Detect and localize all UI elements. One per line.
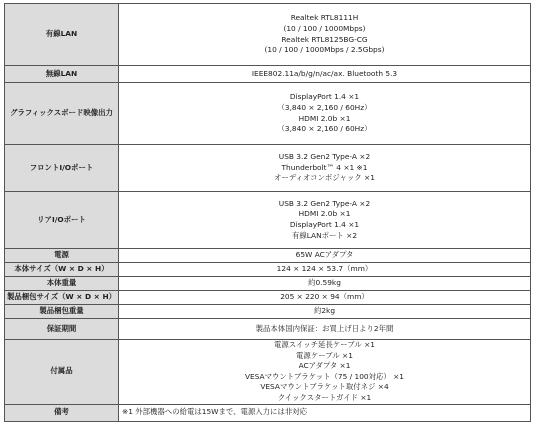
spec-row xyxy=(5,249,531,263)
spec-value-line: IEEE802.11a/b/g/n/ac/ax. Bluetooth 5.3 xyxy=(251,68,398,78)
spec-label: 保証期間 xyxy=(5,319,119,340)
spec-label: 備考 xyxy=(5,404,119,421)
spec-label: 製品梱包サイズ（W × D × H） xyxy=(5,291,119,305)
spec-value-line: HDMI 2.0b ×1 xyxy=(298,113,351,123)
spec-value-line: (10 / 100 / 1000Mbps / 2.5Gbps) xyxy=(264,45,385,55)
spec-value-line: (10 / 100 / 1000Mbps) xyxy=(283,23,366,33)
spec-label: フロントI/Oポート xyxy=(5,145,119,192)
spec-row xyxy=(5,319,531,340)
spec-value-line: （3,840 × 2,160 / 60Hz） xyxy=(277,102,372,112)
spec-value-line: USB 3.2 Gen2 Type-A ×2 xyxy=(278,198,371,208)
spec-value-line: ※1 外部機器への給電は15Wまで、電源入力には非対応 xyxy=(122,407,308,417)
spec-value-line: Thunderbolt™ 4 ×1 ※1 xyxy=(281,162,368,172)
spec-value xyxy=(119,4,531,66)
spec-value xyxy=(119,340,531,405)
spec-label: リアI/Oポート xyxy=(5,192,119,249)
spec-value-line: オーディオコンボジャック ×1 xyxy=(274,173,375,183)
spec-value-line: HDMI 2.0b ×1 xyxy=(298,209,351,219)
spec-value-line: クイックスタートガイド ×1 xyxy=(277,392,372,402)
spec-value-line: 205 × 220 × 94（mm） xyxy=(280,292,369,302)
spec-value-line: 製品本体国内保証：お買上げ日より2年間 xyxy=(255,323,394,333)
spec-value xyxy=(119,305,531,319)
spec-row xyxy=(5,305,531,319)
spec-value-line: DisplayPort 1.4 ×1 xyxy=(289,92,360,102)
spec-value-line: 65W ACアダプタ xyxy=(295,250,354,260)
spec-value xyxy=(119,249,531,263)
spec-row xyxy=(5,263,531,277)
spec-value-line: VESAマウントブラケット取付ネジ ×4 xyxy=(260,382,389,392)
spec-value xyxy=(119,263,531,277)
spec-label: 有線LAN xyxy=(5,4,119,66)
spec-value xyxy=(119,83,531,145)
spec-value xyxy=(119,277,531,291)
spec-value-line: 約0.59kg xyxy=(308,278,341,288)
spec-value xyxy=(119,319,531,340)
spec-table-body xyxy=(5,4,531,422)
spec-row xyxy=(5,83,531,145)
spec-row xyxy=(5,4,531,66)
spec-value xyxy=(119,145,531,192)
spec-value-line: 有線LANポート ×2 xyxy=(291,230,358,240)
spec-value-line: 約2kg xyxy=(313,306,336,316)
spec-value xyxy=(119,404,531,421)
spec-value-line: Realtek RTL8111H xyxy=(290,13,359,23)
spec-label: 付属品 xyxy=(5,340,119,405)
spec-row xyxy=(5,66,531,83)
spec-label: グラフィックスボード映像出力 xyxy=(5,83,119,145)
spec-row xyxy=(5,192,531,249)
spec-value-line: 電源スイッチ延長ケーブル ×1 xyxy=(274,340,375,349)
spec-value-line: 電源ケーブル ×1 xyxy=(296,350,353,360)
spec-value-line: Realtek RTL8125BG-CG xyxy=(281,34,368,44)
spec-value-line: USB 3.2 Gen2 Type-A ×2 xyxy=(278,152,371,162)
spec-value-line: （3,840 × 2,160 / 60Hz） xyxy=(277,124,372,134)
spec-row xyxy=(5,340,531,405)
spec-label: 無線LAN xyxy=(5,66,119,83)
spec-row xyxy=(5,404,531,421)
spec-label: 製品梱包重量 xyxy=(5,305,119,319)
spec-table xyxy=(4,3,531,422)
spec-row xyxy=(5,145,531,192)
spec-row xyxy=(5,291,531,305)
spec-row xyxy=(5,277,531,291)
spec-label: 本体重量 xyxy=(5,277,119,291)
spec-label: 本体サイズ（W × D × H） xyxy=(5,263,119,277)
spec-value xyxy=(119,291,531,305)
spec-value xyxy=(119,192,531,249)
spec-value-line: ACアダプタ ×1 xyxy=(298,361,351,371)
spec-value-line: DisplayPort 1.4 ×1 xyxy=(289,220,360,229)
spec-value xyxy=(119,66,531,83)
spec-value-line: 124 × 124 × 53.7（mm） xyxy=(276,264,373,274)
spec-value-line: VESAマウントブラケット（75 / 100対応） ×1 xyxy=(244,371,405,381)
spec-label: 電源 xyxy=(5,249,119,263)
